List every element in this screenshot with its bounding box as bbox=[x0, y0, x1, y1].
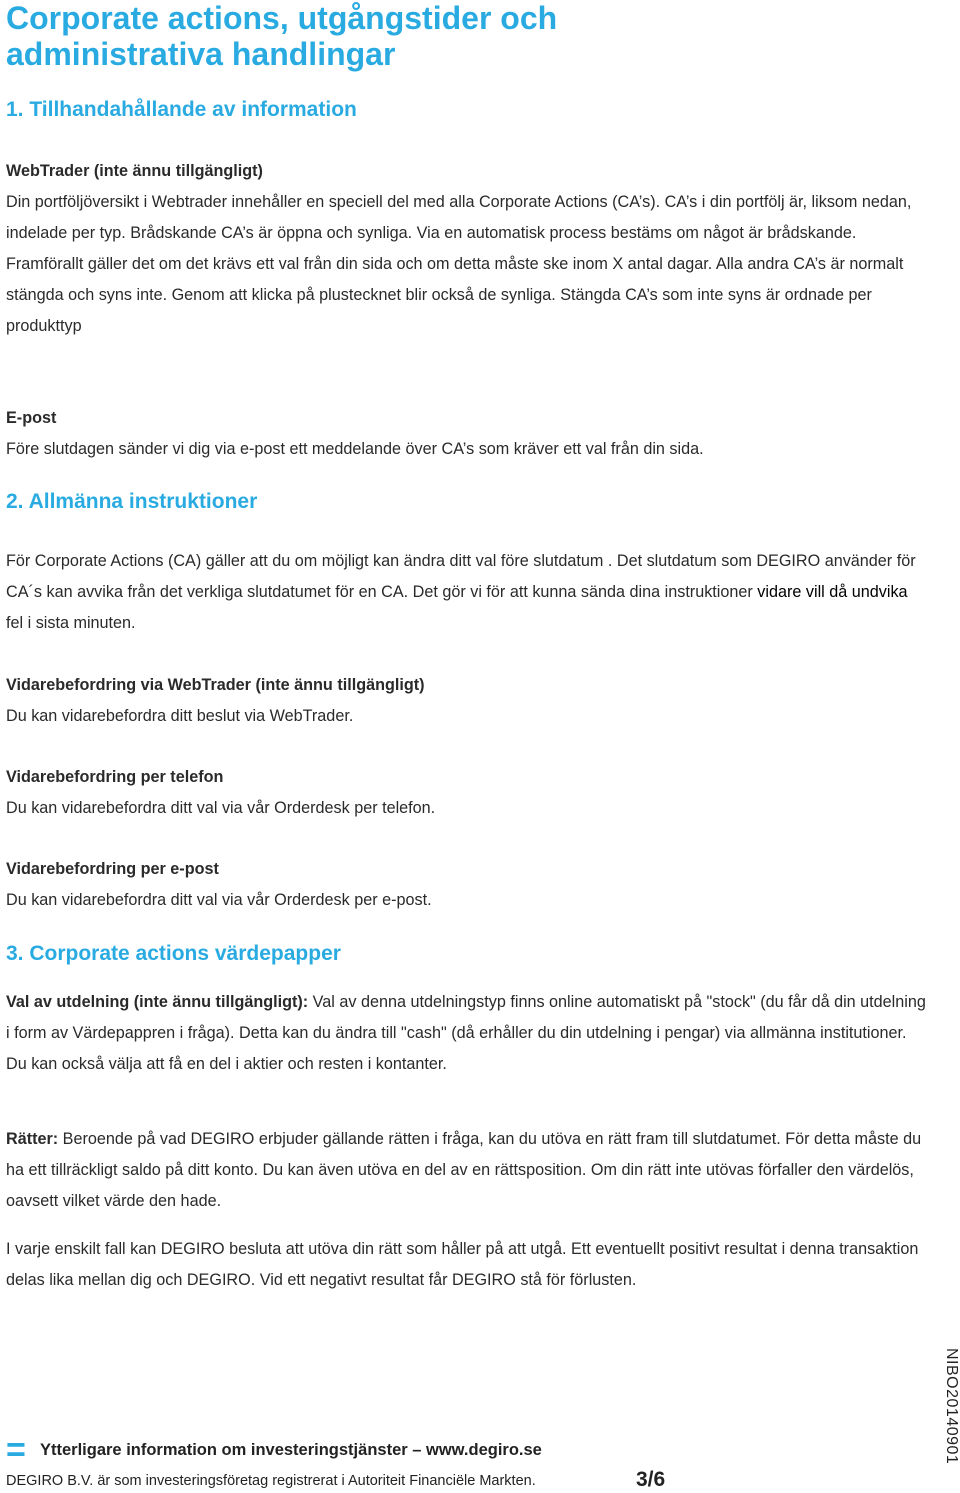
section-3-heading: 3. Corporate actions värdepapper bbox=[6, 942, 341, 965]
forward-email-block bbox=[6, 854, 926, 916]
webtrader-info-heading: WebTrader (inte ännu tillgängligt) bbox=[6, 162, 263, 180]
forward-webtrader-block bbox=[6, 670, 926, 732]
section-1-heading: 1. Tillhandahållande av information bbox=[6, 98, 357, 121]
page-number: 3/6 bbox=[636, 1468, 666, 1491]
instructions-intro: För Corporate Actions (CA) gäller att du om möjligt kan ändra ditt val före slutdatum . Det slutdatum som DEGIRO använder för CA´s kan avvika från det verkliga slutdatumet för en CA. Det gör vi för att kunna sända dina instruktioner bbox=[6, 552, 916, 601]
dividend-choice-body: Val av denna utdelningstyp finns online automatiskt på "stock" (du får då din utdelning i form av Värdepappren i fråga). Detta kan du ändra till "cash" (då erhåller du din utdelning i pengar) via allmänna institutioner. Du kan också välja att få en del i aktier och resten i kontanter. bbox=[6, 993, 926, 1073]
closing-paragraph: I varje enskilt fall kan DEGIRO besluta att utöva din rätt som håller på att utgå. Ett eventuellt positivt resultat i denna transaktion delas lika mellan dig och DEGIRO. Vid ett negativt resultat får DEGIRO stå för förlusten. bbox=[6, 1240, 919, 1289]
rights-body: Beroende på vad DEGIRO erbjuder gällande rätten i fråga, kan du utöva en rätt fram till slutdatumet. För detta måste du ha ett tillräckligt saldo på ditt konto. Du kan även utöva en del av en rättsposition. Om din rätt inte utövas förfaller den värdelös, oavsett vilket värde den hade. bbox=[6, 1130, 922, 1210]
general-instructions-text bbox=[6, 546, 926, 639]
instructions-outro: fel i sista minuten. bbox=[6, 614, 136, 632]
forward-webtrader-heading: Vidarebefordring via WebTrader (inte ännu tillgängligt) bbox=[6, 676, 425, 694]
section-2-heading: 2. Allmänna instruktioner bbox=[6, 490, 258, 513]
forward-phone-block bbox=[6, 762, 926, 824]
footer-legal-line: DEGIRO B.V. är som investeringsföretag registrerat i Autoriteit Financiële Markten. bbox=[6, 1473, 536, 1489]
page-title: Corporate actions, utgångstider och administrativa handlingar bbox=[6, 0, 558, 72]
forward-phone-heading: Vidarebefordring per telefon bbox=[6, 768, 224, 786]
rights-text bbox=[6, 1124, 926, 1217]
epost-heading: E-post bbox=[6, 409, 57, 427]
dividend-choice-text bbox=[6, 987, 926, 1080]
epost-text: Före slutdagen sänder vi dig via e-post ett meddelande över CA’s som kräver ett val från din sida. bbox=[6, 440, 704, 458]
forward-email-heading: Vidarebefordring per e-post bbox=[6, 860, 219, 878]
document-id: NIBO20140901 bbox=[943, 1348, 960, 1465]
rights-label: Rätter: bbox=[6, 1130, 59, 1148]
dividend-choice-label: Val av utdelning (inte ännu tillgängligt): bbox=[6, 993, 309, 1011]
epost-block bbox=[6, 403, 926, 465]
instructions-emphasis: vidare vill då undvika bbox=[757, 583, 908, 601]
forward-phone-text: Du kan vidarebefordra ditt val via vår Orderdesk per telefon. bbox=[6, 799, 436, 817]
degiro-logo-mark: = bbox=[6, 1431, 26, 1469]
webtrader-info-block bbox=[6, 156, 926, 342]
webtrader-info-text: Din portföljöversikt i Webtrader innehåller en speciell del med alla Corporate Actions (CA’s). CA’s i din portfölj är, liksom nedan, indelade per typ. Brådskande CA’s är öppna och synliga. Via en automatisk process bestäms om något är brådskande. Framförallt gäller det om det krävs ett val från din sida och om detta måste ske inom X antal dagar. Alla andra CA’s är normalt stängda och syns inte. Genom att klicka på plustecknet blir också de synliga. Stängda CA’s som inte syns är ordnade per produkttyp bbox=[6, 193, 912, 335]
forward-webtrader-text: Du kan vidarebefordra ditt beslut via WebTrader. bbox=[6, 707, 354, 725]
footer-info-line: Ytterligare information om investeringstjänster – www.degiro.se bbox=[40, 1441, 542, 1459]
forward-email-text: Du kan vidarebefordra ditt val via vår Orderdesk per e-post. bbox=[6, 891, 432, 909]
